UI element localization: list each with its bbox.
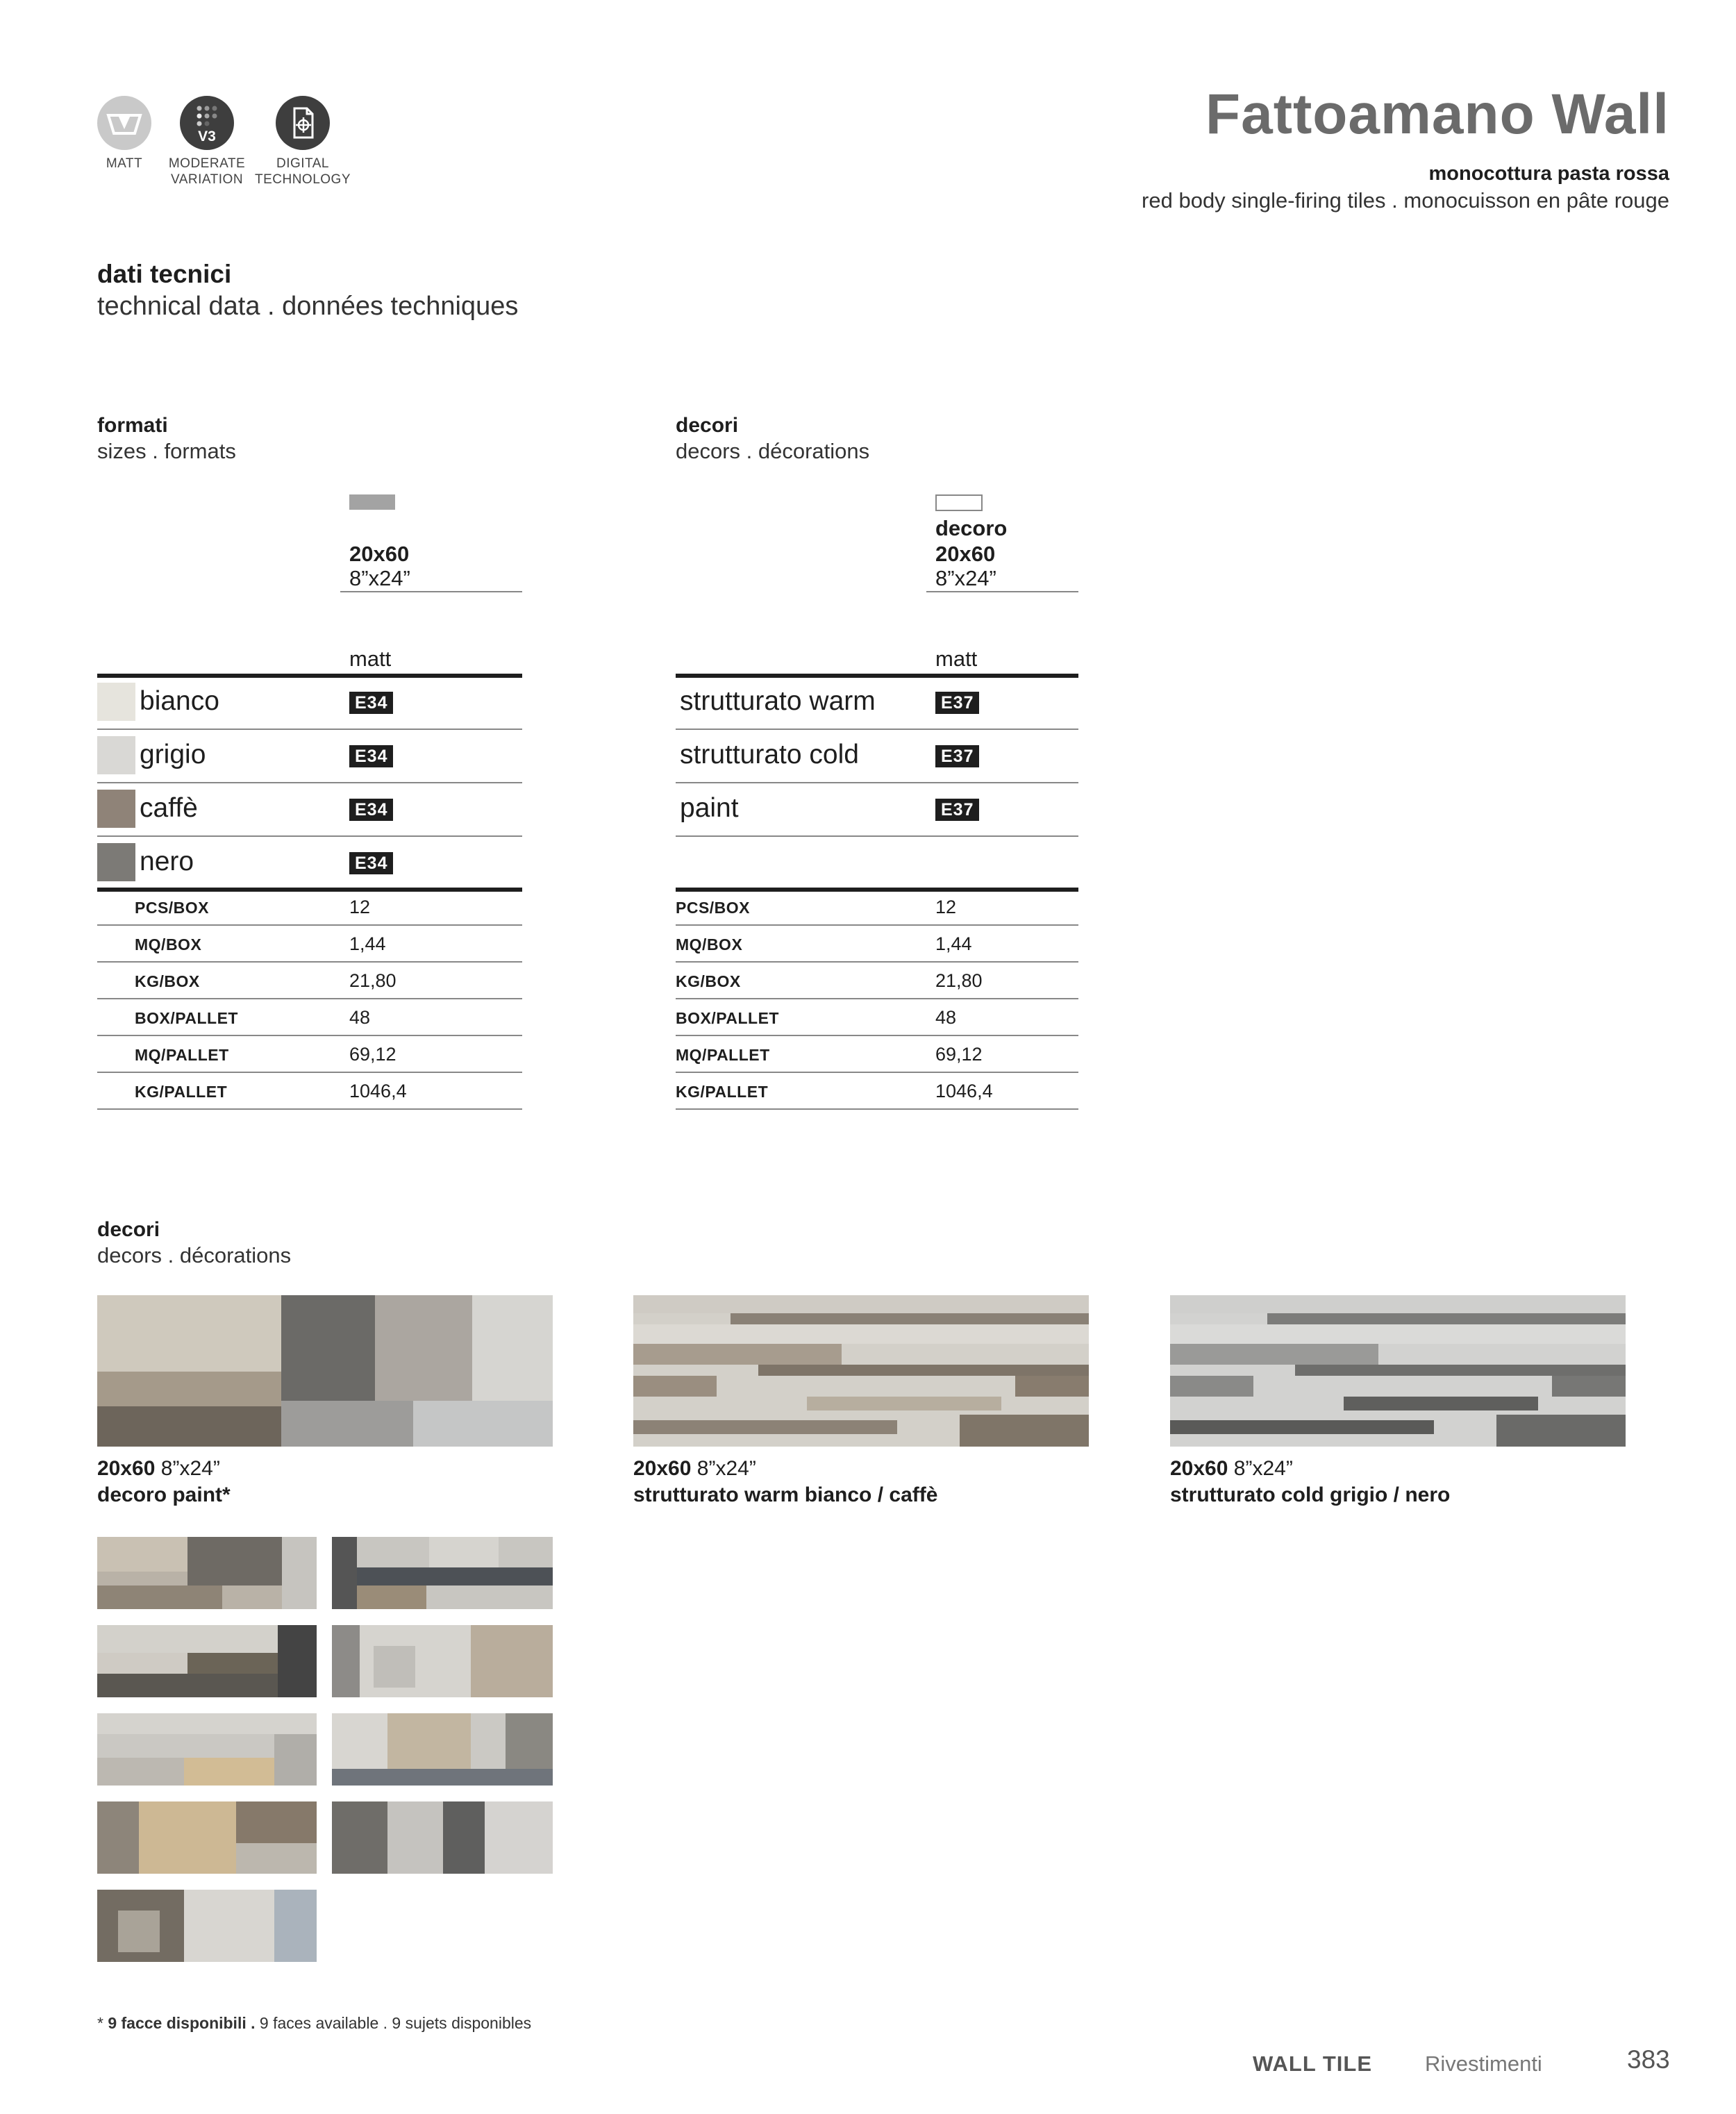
footer-category: WALL TILE [1253, 2051, 1373, 2076]
divider [97, 1072, 522, 1073]
divider [97, 674, 522, 678]
subtitle-en-fr: red body single-firing tiles . monocuisson en pâte rouge [1142, 188, 1669, 213]
spec-value: 12 [935, 897, 957, 917]
caption-name: decoro paint* [97, 1483, 231, 1506]
color-name: bianco [140, 686, 219, 716]
decor-size-inch: 8”x24” [935, 566, 996, 590]
digital-label: DIGITAL TECHNOLOGY [254, 156, 351, 187]
paint-face-thumb [332, 1625, 553, 1697]
format-size-inch: 8”x24” [349, 566, 410, 590]
divider [97, 729, 522, 730]
spec-label: KG/BOX [135, 972, 200, 990]
divider [676, 1035, 1078, 1036]
divider [97, 835, 522, 837]
color-name: nero [140, 847, 194, 876]
divider [97, 1035, 522, 1036]
spec-label: BOX/PALLET [676, 1009, 779, 1027]
caption-size: 20x60 8”x24” [1170, 1457, 1293, 1480]
formats-subtitle: sizes . formats [97, 439, 236, 463]
spec-value: 21,80 [349, 970, 397, 991]
code-badge: E37 [935, 692, 979, 714]
decor-name: strutturato cold [680, 740, 859, 769]
paint-face-thumb [97, 1890, 317, 1962]
page-number: 383 [1627, 2045, 1670, 2074]
footnote: * 9 facce disponibili . 9 faces available . 9 sujets disponibles [97, 2014, 532, 2032]
caption-name: strutturato warm bianco / caffè [633, 1483, 938, 1506]
caption-size: 20x60 8”x24” [633, 1457, 756, 1480]
decors-subtitle: decors . décorations [676, 439, 870, 463]
caption-size: 20x60 8”x24” [97, 1457, 220, 1480]
divider [97, 998, 522, 999]
paint-face-thumb [97, 1713, 317, 1786]
spec-value: 1,44 [935, 933, 972, 954]
code-badge: E34 [349, 745, 393, 767]
spec-label: MQ/PALLET [135, 1046, 229, 1064]
spec-label: KG/PALLET [135, 1083, 228, 1101]
swatch-grigio [97, 736, 135, 774]
swatch-bianco [97, 683, 135, 721]
code-badge: E34 [349, 692, 393, 714]
spec-label: MQ/PALLET [676, 1046, 770, 1064]
divider [676, 782, 1078, 783]
decor-size: 20x60 [935, 542, 996, 566]
paint-face-thumb [332, 1537, 553, 1609]
divider [97, 961, 522, 963]
divider [676, 835, 1078, 837]
decors-title: decori [676, 414, 739, 437]
gallery-title: decori [97, 1218, 160, 1241]
caption-name: strutturato cold grigio / nero [1170, 1483, 1451, 1506]
spec-label: MQ/BOX [676, 935, 743, 954]
paint-face-thumb [97, 1625, 317, 1697]
decor-strutturato-warm-image [633, 1295, 1089, 1447]
v3-icon [180, 96, 234, 150]
paint-face-thumb [97, 1801, 317, 1874]
spec-value: 1046,4 [349, 1081, 407, 1101]
spec-value: 48 [935, 1007, 957, 1028]
divider [676, 674, 1078, 678]
paint-face-thumb [332, 1713, 553, 1786]
divider [676, 888, 1078, 892]
matt-label: MATT [106, 156, 143, 171]
gallery-subtitle: decors . décorations [97, 1243, 292, 1267]
footer-category-it: Rivestimenti [1425, 2051, 1542, 2076]
code-badge: E34 [349, 852, 393, 874]
subtitle-it: monocottura pasta rossa [1428, 163, 1669, 185]
decor-finish-label: matt [935, 647, 978, 671]
decor-strutturato-cold-image [1170, 1295, 1626, 1447]
code-badge: E37 [935, 799, 979, 821]
swatch-nero [97, 843, 135, 881]
format-shape-icon [349, 494, 395, 510]
divider [676, 729, 1078, 730]
spec-value: 69,12 [349, 1044, 397, 1065]
divider [340, 591, 522, 592]
divider [97, 1108, 522, 1110]
spec-value: 48 [349, 1007, 371, 1028]
decor-name: strutturato warm [680, 686, 876, 716]
spec-label: PCS/BOX [135, 899, 210, 917]
divider [676, 924, 1078, 926]
format-size: 20x60 [349, 542, 410, 566]
spec-value: 1046,4 [935, 1081, 993, 1101]
spec-label: MQ/BOX [135, 935, 202, 954]
swatch-caffe [97, 790, 135, 828]
paint-face-thumb [332, 1801, 553, 1874]
v3-badge: V3 [198, 128, 216, 144]
divider [97, 924, 522, 926]
spec-label: KG/PALLET [676, 1083, 769, 1101]
digital-technology-icon [276, 96, 330, 150]
code-badge: E37 [935, 745, 979, 767]
formats-title: formati [97, 414, 168, 437]
color-name: grigio [140, 740, 206, 769]
spec-value: 21,80 [935, 970, 983, 991]
tech-title: dati tecnici [97, 260, 232, 288]
color-name: caffè [140, 793, 198, 823]
paint-face-thumb [97, 1537, 317, 1609]
divider [97, 782, 522, 783]
v3-label: MODERATE VARIATION [168, 156, 246, 187]
divider [676, 998, 1078, 999]
matt-icon [97, 96, 151, 150]
tech-subtitle: technical data . données techniques [97, 292, 519, 321]
decor-paint-image [97, 1295, 553, 1447]
divider [97, 888, 522, 892]
divider [676, 1108, 1078, 1110]
decor-name: paint [680, 793, 739, 823]
divider [926, 591, 1078, 592]
spec-label: BOX/PALLET [135, 1009, 238, 1027]
decor-kind: decoro [935, 516, 1008, 540]
divider [676, 1072, 1078, 1073]
spec-value: 1,44 [349, 933, 386, 954]
spec-value: 69,12 [935, 1044, 983, 1065]
code-badge: E34 [349, 799, 393, 821]
finish-label: matt [349, 647, 392, 671]
spec-label: PCS/BOX [676, 899, 751, 917]
decor-shape-icon [935, 494, 983, 511]
page-title: Fattoamano Wall [1205, 83, 1669, 146]
spec-label: KG/BOX [676, 972, 741, 990]
divider [676, 961, 1078, 963]
spec-value: 12 [349, 897, 371, 917]
